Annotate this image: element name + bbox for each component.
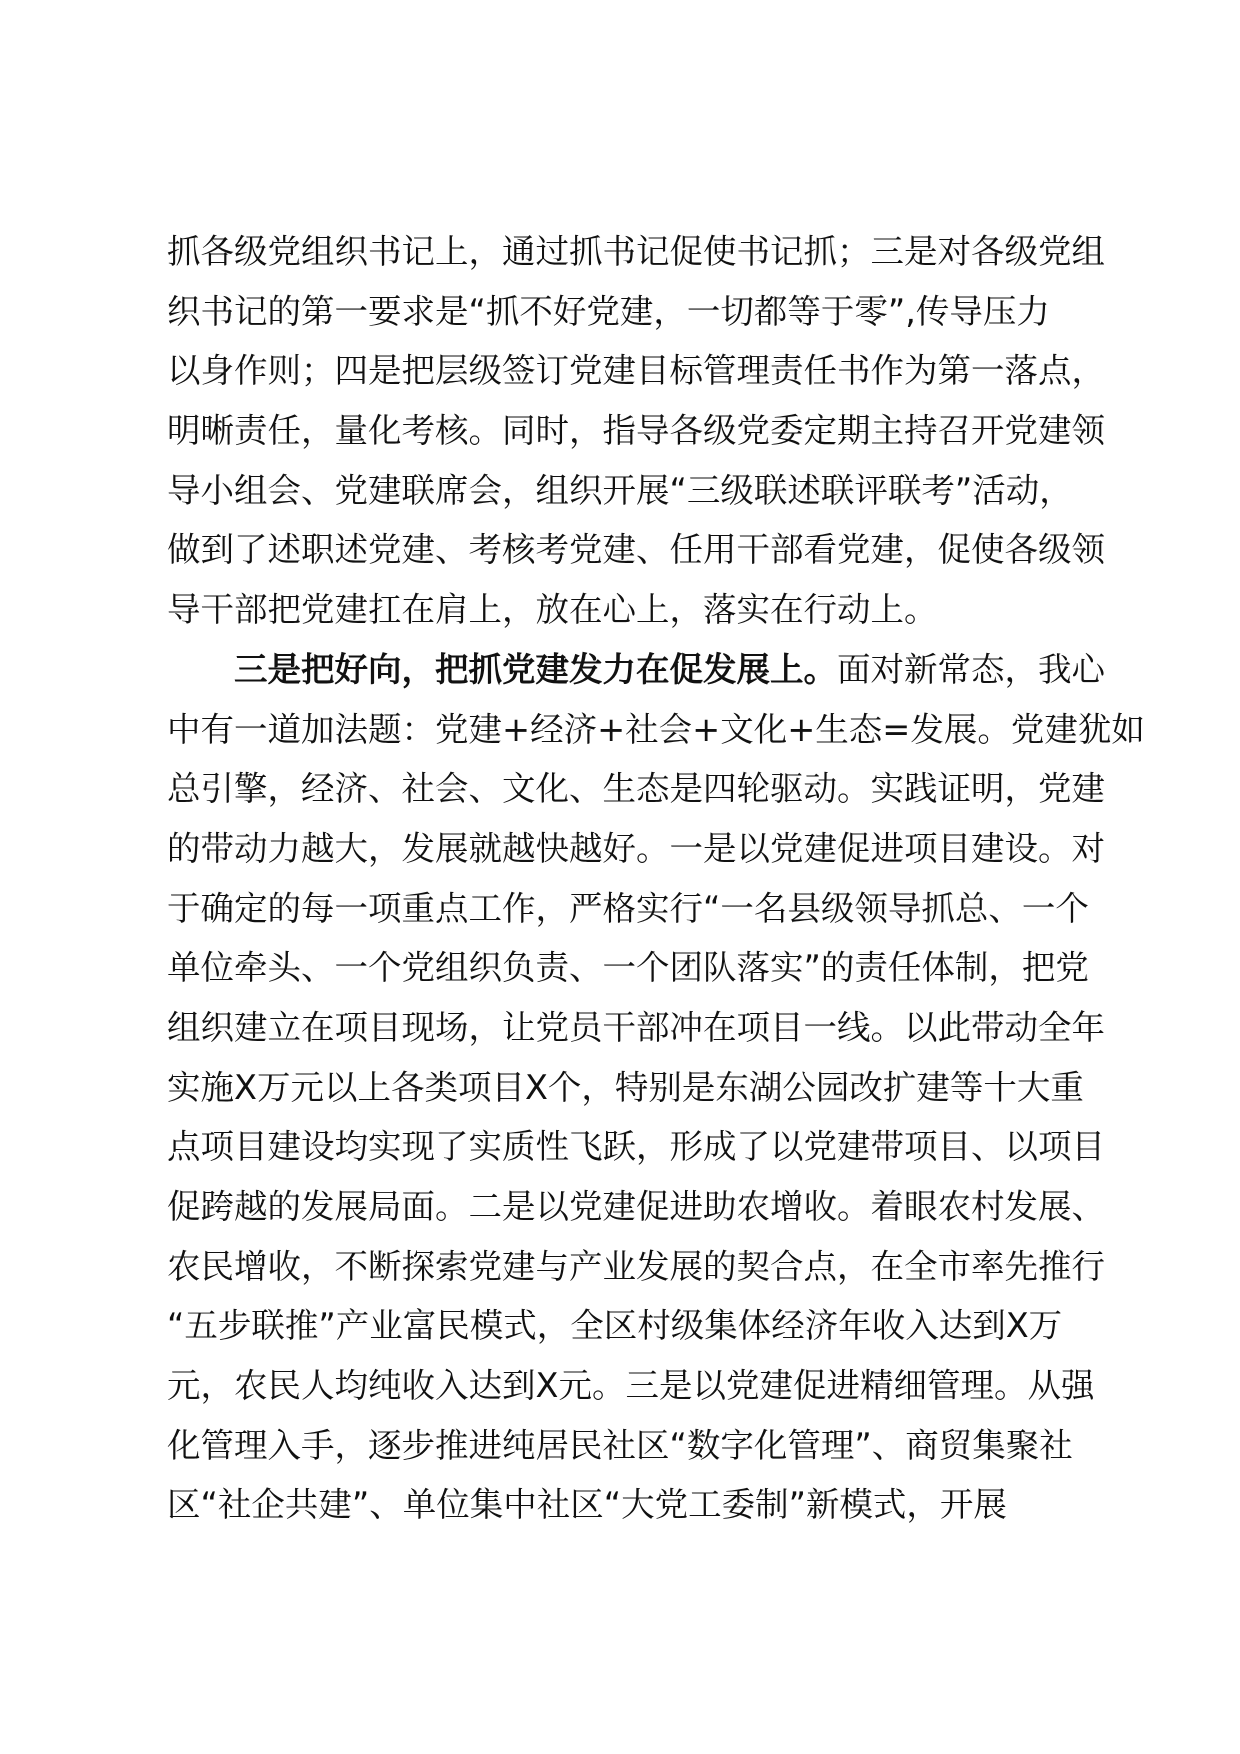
text-line: 于确定的每一项重点工作，严格实行“一名县级领导抓总、一个 [167,888,1089,928]
text-line: 促跨越的发展局面。二是以党建促进助农增收。着眼农村发展、 [167,1187,1105,1226]
text-line: 以身作则；四是把层级签订党建目标管理责任书作为第一落点， [167,351,1105,391]
paragraph-heading-line [167,640,1112,700]
text-line: 总引擎，经济、社会、文化、生态是四轮驱动。实践证明，党建 [167,769,1105,809]
text-line: 实施X万元以上各类项目X个，特别是东湖公园改扩建等十大重 [167,1067,1084,1107]
heading-line-rest: 面对新常态，我心 [837,649,1105,689]
text-line: 单位牵头、一个党组织负责、一个团队落实”的责任体制，把党 [167,948,1089,988]
text-line: 的带动力越大，发展就越快越好。一是以党建促进项目建设。对 [167,828,1105,868]
text-line: 组织建立在项目现场，让党员干部冲在项目一线。以此带动全年 [167,1007,1105,1047]
text-line: 导小组会、党建联席会，组织开展“三级联述联评联考”活动， [167,470,1073,510]
paragraph-heading: 三是把好向，把抓党建发力在促发展上。 [234,649,837,689]
text-line: 导干部把党建扛在肩上，放在心上，落实在行动上。 [167,590,938,630]
body-text [167,222,1145,1535]
text-line: 做到了述职述党建、考核考党建、任用干部看党建，促使各级领 [167,530,1105,570]
text-line: 化管理入手，逐步推进纯居民社区“数字化管理”、商贸集聚社 [167,1425,1073,1465]
text-line: 明晰责任，量化考核。同时，指导各级党委定期主持召开党建领 [167,411,1105,451]
text-line: 点项目建设均实现了实质性飞跃，形成了以党建带项目、以项目 [167,1127,1105,1167]
text-line: 元，农民人均纯收入达到X元。三是以党建促进精细管理。从强 [167,1366,1095,1406]
text-line: 区“社企共建”、单位集中社区“大党工委制”新模式，开展 [167,1485,1007,1525]
text-line: “五步联推”产业富民模式，全区村级集体经济年收入达到X万 [167,1306,1063,1346]
text-line: 织书记的第一要求是“抓不好党建，一切都等于零”,传导压力 [167,291,1050,331]
text-line: 农民增收，不断探索党建与产业发展的契合点，在全市率先推行 [167,1246,1105,1286]
text-line: 抓各级党组织书记上，通过抓书记促使书记抓；三是对各级党组 [167,232,1105,271]
text-line: 中有一道加法题：党建+经济+社会+文化+生态=发展。党建犹如 [167,709,1145,749]
